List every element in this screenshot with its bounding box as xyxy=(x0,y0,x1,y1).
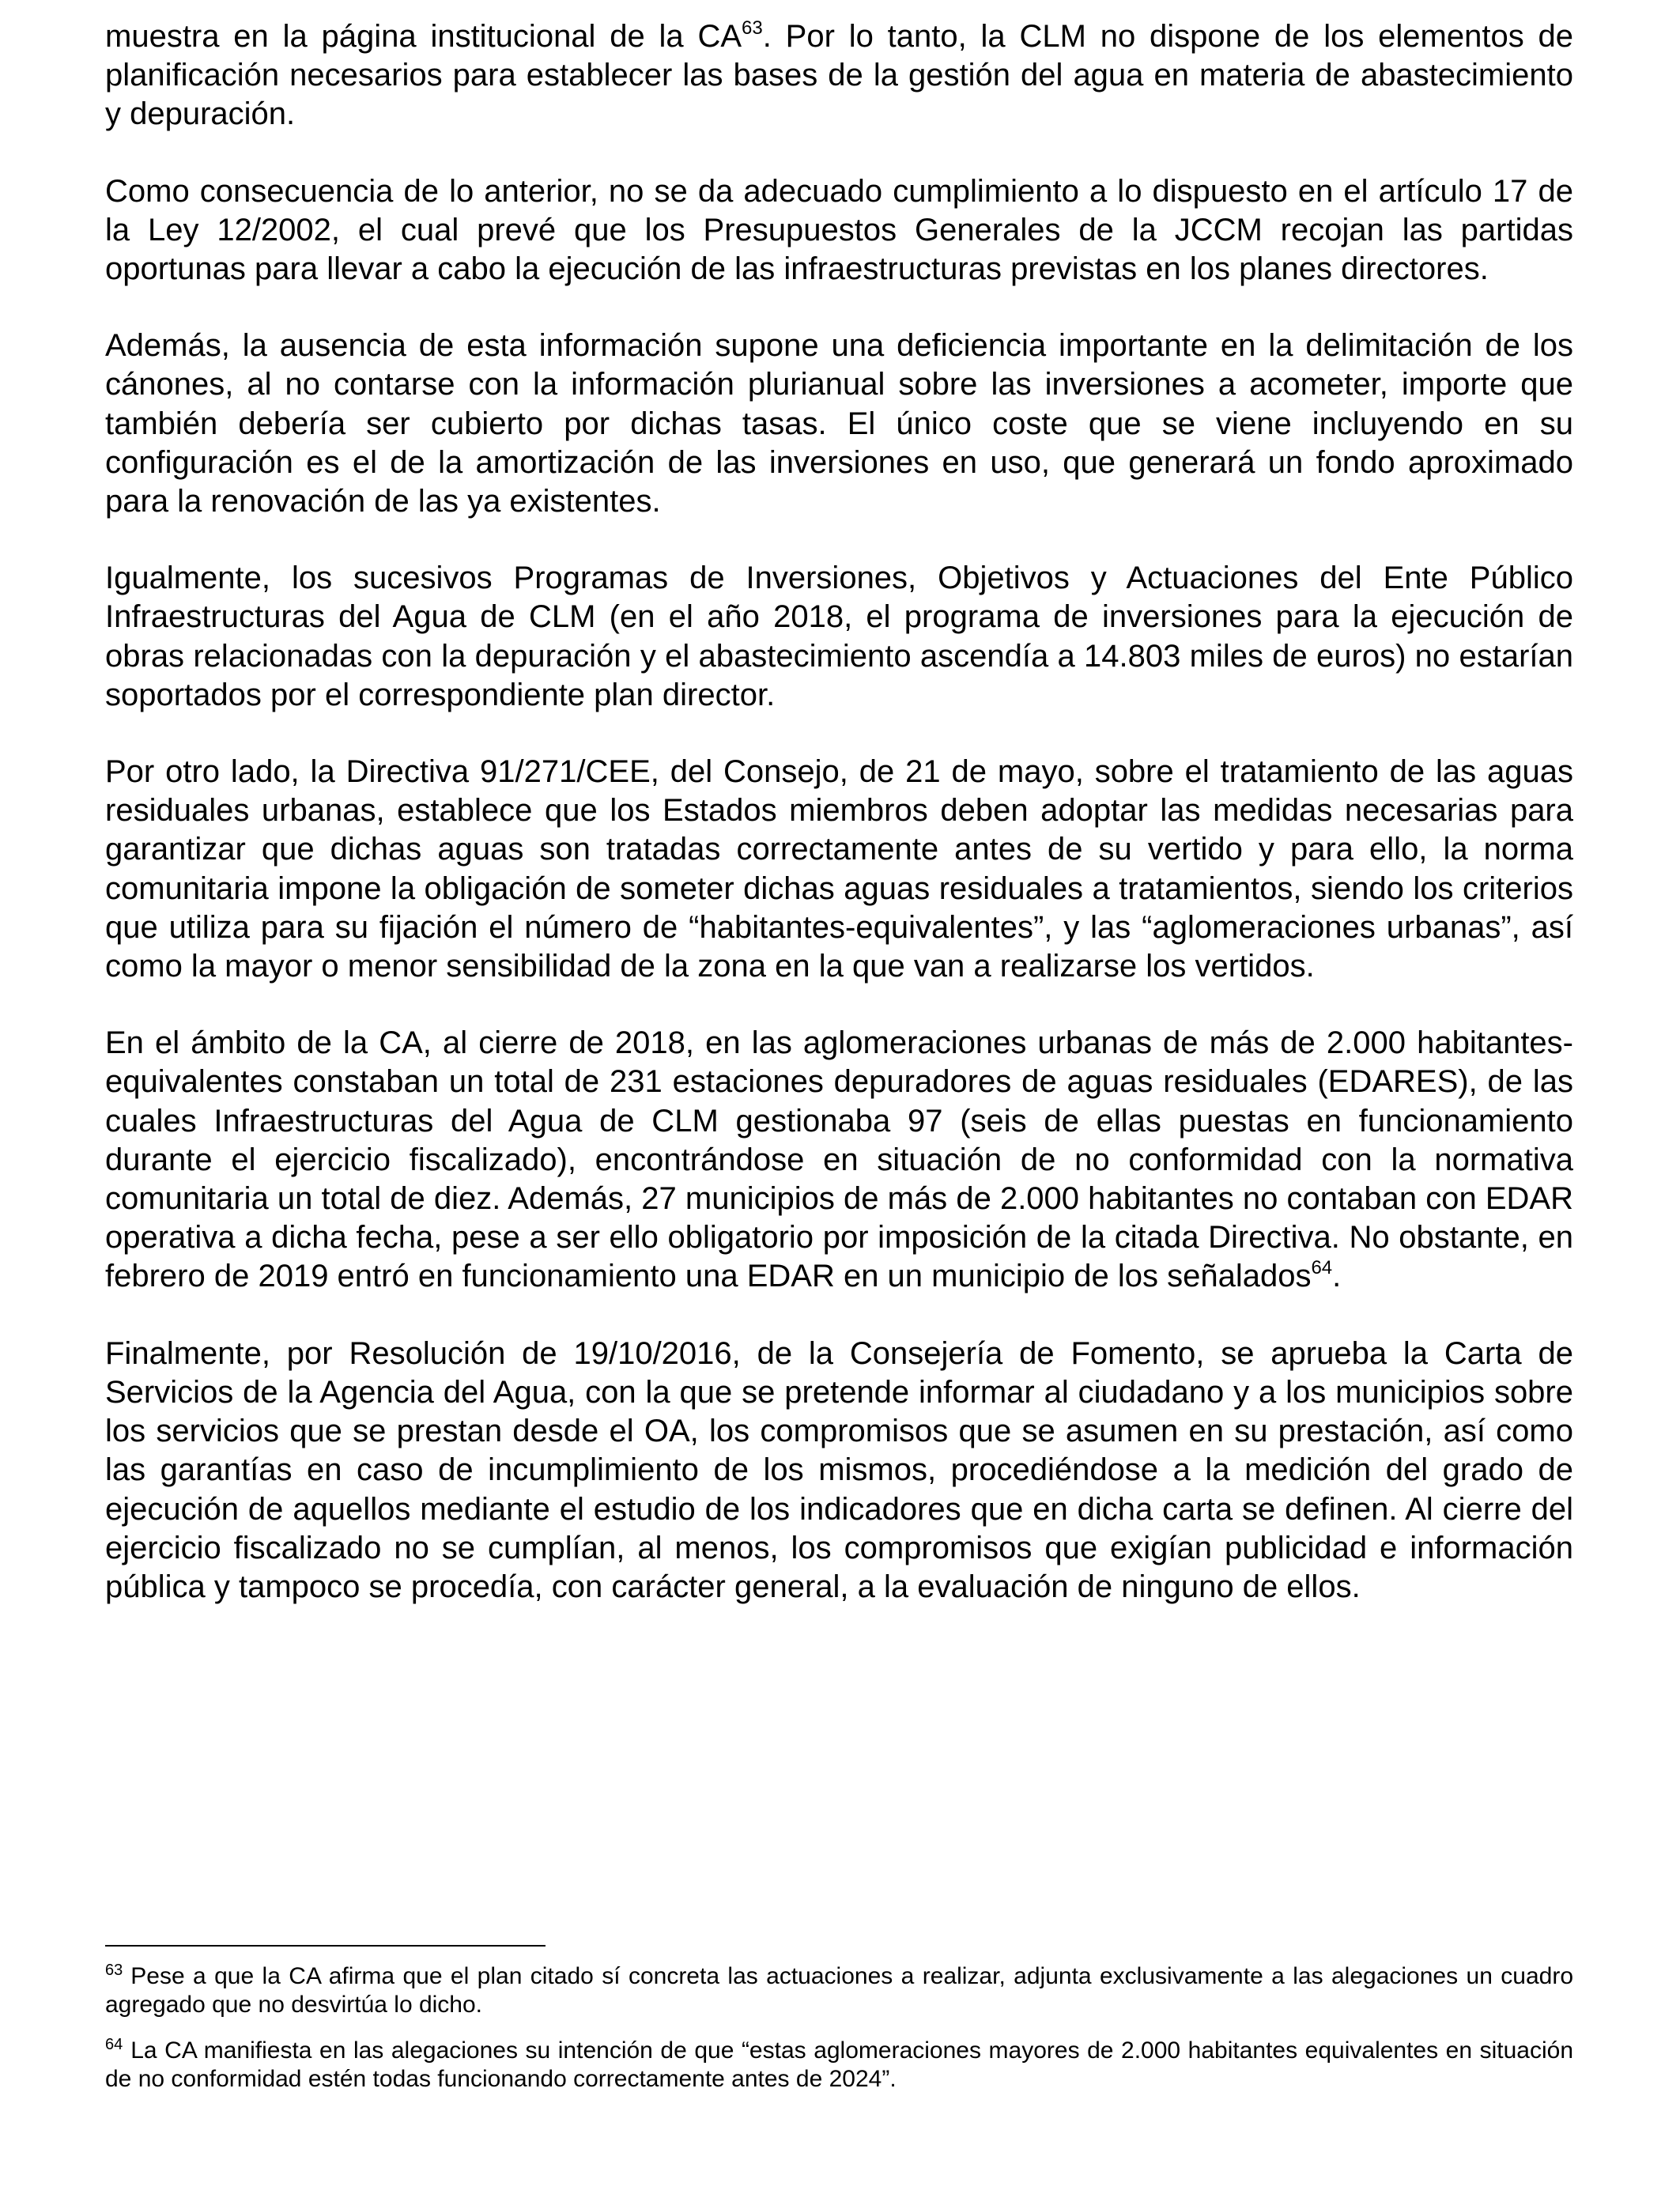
footnote-number: 64 xyxy=(105,2036,123,2053)
footnotes-section xyxy=(105,1945,1573,2111)
footnote-text: La CA manifiesta en las alegaciones su intención de que “estas aglomeraciones mayores de 2.000 habitantes equivalentes en situación de no conformidad estén todas funcionando correctamente antes de 2024”. xyxy=(105,2037,1573,2092)
paragraph-text: . xyxy=(1332,1259,1342,1294)
footnote-number: 63 xyxy=(105,1962,123,1979)
paragraph-text: muestra en la página institucional de la CA xyxy=(105,19,742,54)
footnote-text: Pese a que la CA afirma que el plan citado sí concreta las actuaciones a realizar, adjunta exclusivamente a las alegaciones un cuadro agregado que no desvirtúa lo dicho. xyxy=(105,1963,1573,2018)
paragraph-4: Igualmente, los sucesivos Programas de Inversiones, Objetivos y Actuaciones del Ente Público Infraestructuras del Agua de CLM (en el año 2018, el programa de inversiones para la ejecución de obras relacionadas con la depuración y el abastecimiento ascendía a 14.803 miles de euros) no estarían soportados por el correspondiente plan director. xyxy=(105,561,1573,712)
paragraph-6 xyxy=(105,1024,1573,1296)
document-body xyxy=(105,17,1573,1645)
footnote-ref-64[interactable]: 64 xyxy=(1311,1257,1333,1279)
footnote-divider xyxy=(105,1945,546,1947)
paragraph-text: En el ámbito de la CA, al cierre de 2018, en las aglomeraciones urbanas de más de 2.000 habitantes-equivalentes constaban un total de 231 estaciones depuradores de aguas residuales (EDARES), de las cuales Infraestructuras del Agua de CLM gestionaba 97 (seis de ellas puestas en funcionamiento durante el ejercicio fiscalizado), encontrándose en situación de no conformidad con la normativa comunitaria un total de diez. Además, 27 municipios de más de 2.000 habitantes no contaban con EDAR operativa a dicha fecha, pese a ser ello obligatorio por imposición de la citada Directiva. No obstante, en febrero de 2019 entró en funcionamiento una EDAR en un municipio de los señalados xyxy=(105,1025,1573,1294)
paragraph-2: Como consecuencia de lo anterior, no se da adecuado cumplimiento a lo dispuesto en el artículo 17 de la Ley 12/2002, el cual prevé que los Presupuestos Generales de la JCCM recojan las partidas oportunas para llevar a cabo la ejecución de las infraestructuras previstas en los planes directores. xyxy=(105,173,1573,287)
paragraph-1 xyxy=(105,17,1573,134)
paragraph-7: Finalmente, por Resolución de 19/10/2016, de la Consejería de Fomento, se aprueba la Carta de Servicios de la Agencia del Agua, con la que se pretende informar al ciudadano y a los municipios sobre los servicios que se prestan desde el OA, los compromisos que se asumen en su prestación, así como las garantías en caso de incumplimiento de los mismos, procediéndose a la medición del grado de ejecución de aquellos mediante el estudio de los indicadores que en dicha carta se definen. Al cierre del ejercicio fiscalizado no se cumplían, al menos, los compromisos que exigían publicidad e información pública y tampoco se procedía, con carácter general, a la evaluación de ninguno de ellos. xyxy=(105,1335,1573,1604)
footnote-ref-63[interactable]: 63 xyxy=(742,17,763,39)
footnote-64 xyxy=(105,2037,1573,2094)
footnote-63 xyxy=(105,1962,1573,2019)
paragraph-3: Además, la ausencia de esta información supone una deficiencia importante en la delimitación de los cánones, al no contarse con la información plurianual sobre las inversiones a acometer, importe que también debería ser cubierto por dichas tasas. El único coste que se viene incluyendo en su configuración es el de la amortización de las inversiones en uso, que generará un fondo aproximado para la renovación de las ya existentes. xyxy=(105,328,1573,519)
paragraph-text: . Por lo tanto, la CLM no dispone de los elementos de planificación necesarios para establecer las bases de la gestión del agua en materia de abastecimiento y depuración. xyxy=(105,19,1573,132)
paragraph-5: Por otro lado, la Directiva 91/271/CEE, del Consejo, de 21 de mayo, sobre el tratamiento de las aguas residuales urbanas, establece que los Estados miembros deben adoptar las medidas necesarias para garantizar que dichas aguas son tratadas correctamente antes de su vertido y para ello, la norma comunitaria impone la obligación de someter dichas aguas residuales a tratamientos, siendo los criterios que utiliza para su fijación el número de “habitantes-equivalentes”, y las “aglomeraciones urbanas”, así como la mayor o menor sensibilidad de la zona en la que van a realizarse los vertidos. xyxy=(105,754,1573,984)
